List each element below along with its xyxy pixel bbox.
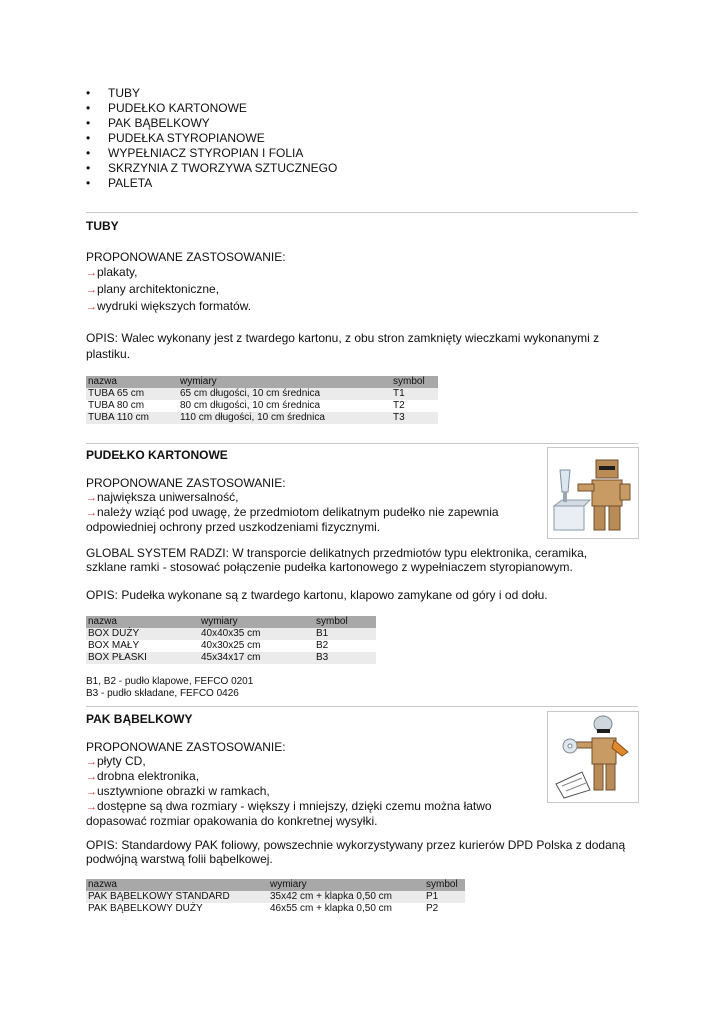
usage-item: płyty CD, (97, 754, 146, 768)
tuby-table (86, 376, 438, 424)
pak-table (86, 879, 465, 915)
column-header: symbol (314, 616, 376, 628)
table-cell: 46x55 cm + klapka 0,50 cm (270, 903, 393, 914)
table-cell: T1 (391, 388, 438, 400)
usage-item: drobna elektronika, (97, 769, 200, 783)
table-row (86, 891, 465, 903)
section-divider (86, 443, 638, 444)
column-header: nazwa (86, 879, 268, 891)
usage-title: PROPONOWANE ZASTOSOWANIE: (86, 250, 286, 264)
description-line: podwójną warstwą folii bąbelkowej. (86, 852, 273, 866)
usage-list (86, 265, 638, 314)
pudelko-table (86, 616, 376, 664)
section-divider (86, 706, 638, 707)
table-cell: TUBA 80 cm (88, 400, 145, 411)
table-cell: B1 (314, 628, 376, 640)
table-note (86, 676, 253, 700)
table-cell: B2 (316, 640, 329, 651)
table-cell: 40x40x35 cm (199, 628, 314, 640)
table-cell: B3 (314, 652, 376, 664)
table-row (86, 903, 465, 915)
table-header (86, 879, 465, 891)
table-cell: 80 cm długości, 10 cm średnica (180, 400, 321, 411)
table-cell: TUBA 65 cm (86, 388, 178, 400)
arrow-icon: → (86, 786, 97, 798)
table-cell: T3 (391, 412, 438, 424)
table-row (86, 628, 376, 640)
usage-item: usztywnione obrazki w ramkach, (97, 784, 270, 798)
description (86, 838, 638, 866)
table-cell: P2 (426, 903, 439, 914)
usage-item: należy wziąć pod uwagę, że przedmiotom delikatnym pudełko nie zapewnia (97, 505, 499, 519)
column-header: symbol (391, 376, 438, 388)
table-row (86, 388, 438, 400)
contents-item: • PUDEŁKA STYROPIANOWE (86, 131, 337, 146)
bubble-pack-robot-illustration (547, 711, 639, 803)
usage-item: dostępne są dwa rozmiary - większy i mniejszy, dzięki czemu można łatwo (97, 799, 492, 813)
table-cell: PAK BĄBELKOWY STANDARD (86, 891, 268, 903)
table-cell: T2 (393, 400, 405, 411)
contents-item: • SKRZYNIA Z TWORZYWA SZTUCZNEGO (86, 161, 337, 176)
table-cell: BOX PŁASKI (86, 652, 199, 664)
section-heading-tuby: TUBY (86, 219, 119, 233)
column-header: wymiary (199, 616, 314, 628)
advice-text (86, 546, 638, 574)
arrow-icon: → (86, 492, 97, 504)
table-header (86, 616, 376, 628)
arrow-icon: → (86, 756, 97, 768)
description-line: OPIS: Walec wykonany jest z twardego kartonu, z obu stron zamknięty wieczkami wykonanymi z (86, 331, 600, 345)
description-line: plastiku. (86, 347, 131, 361)
table-cell: 35x42 cm + klapka 0,50 cm (268, 891, 424, 903)
table-cell: 40x30x25 cm (201, 640, 261, 651)
table-cell: TUBA 110 cm (86, 412, 178, 424)
arrow-icon: → (86, 507, 97, 519)
table-cell: 45x34x17 cm (199, 652, 314, 664)
table-cell: BOX DUŻY (86, 628, 199, 640)
usage-title: PROPONOWANE ZASTOSOWANIE: (86, 476, 286, 490)
table-cell: PAK BĄBELKOWY DUŻY (88, 903, 203, 914)
table-row (86, 640, 376, 652)
arrow-icon: → (86, 301, 97, 313)
contents-item: • WYPEŁNIACZ STYROPIAN I FOLIA (86, 146, 337, 161)
arrow-icon: → (86, 771, 97, 783)
table-row (86, 412, 438, 424)
column-header: wymiary (178, 376, 391, 388)
usage-item: wydruki większych formatów. (97, 299, 252, 313)
arrow-icon: → (86, 284, 97, 296)
usage-item-continuation: dopasować rozmiar opakowania do konkretnej wysyłki. (86, 814, 378, 828)
table-row (86, 400, 438, 412)
section-heading-pak: PAK BĄBELKOWY (86, 712, 193, 726)
table-cell: BOX MAŁY (88, 640, 140, 651)
column-header: symbol (424, 879, 465, 891)
table-cell: 65 cm długości, 10 cm średnica (178, 388, 391, 400)
column-header: nazwa (86, 616, 199, 628)
column-header: wymiary (268, 879, 424, 891)
contents-item: • PAK BĄBELKOWY (86, 116, 337, 131)
description-line: OPIS: Standardowy PAK foliowy, powszechnie wykorzystywany przez kurierów DPD Polska z dodaną (86, 838, 626, 852)
usage-item: plakaty, (97, 265, 138, 279)
note-line: B1, B2 - pudło klapowe, FEFCO 0201 (86, 676, 254, 687)
description (86, 330, 638, 362)
advice-line: szklane ramki - stosować połączenie pudełka kartonowego z wypełniaczem styropianowym. (86, 560, 573, 574)
advice-line: GLOBAL SYSTEM RADZI: W transporcie delikatnych przedmiotów typu elektronika, ceramika, (86, 546, 588, 560)
table-cell: 110 cm długości, 10 cm średnica (178, 412, 391, 424)
usage-title: PROPONOWANE ZASTOSOWANIE: (86, 740, 286, 754)
table-cell: P1 (424, 891, 465, 903)
contents-list (86, 86, 337, 191)
table-header (86, 376, 438, 388)
usage-item: największa uniwersalność, (97, 490, 239, 504)
usage-list (86, 490, 526, 534)
cardboard-robot-illustration (547, 447, 639, 539)
arrow-icon: → (86, 801, 97, 813)
description: OPIS: Pudełka wykonane są z twardego kartonu, klapowo zamykane od góry i od dołu. (86, 588, 548, 602)
note-line: B3 - pudło składane, FEFCO 0426 (86, 688, 239, 699)
usage-list (86, 754, 526, 828)
contents-item: • PUDEŁKO KARTONOWE (86, 101, 337, 116)
contents-item: • PALETA (86, 176, 337, 191)
section-divider (86, 212, 638, 213)
contents-item: • TUBY (86, 86, 337, 101)
usage-item: plany architektoniczne, (97, 282, 220, 296)
arrow-icon: → (86, 267, 97, 279)
table-row (86, 652, 376, 664)
usage-item-continuation: odpowiedniej ochrony przed uszkodzeniami fizycznymi. (86, 520, 381, 534)
column-header: nazwa (86, 376, 178, 388)
section-heading-pudelko: PUDEŁKO KARTONOWE (86, 448, 228, 462)
